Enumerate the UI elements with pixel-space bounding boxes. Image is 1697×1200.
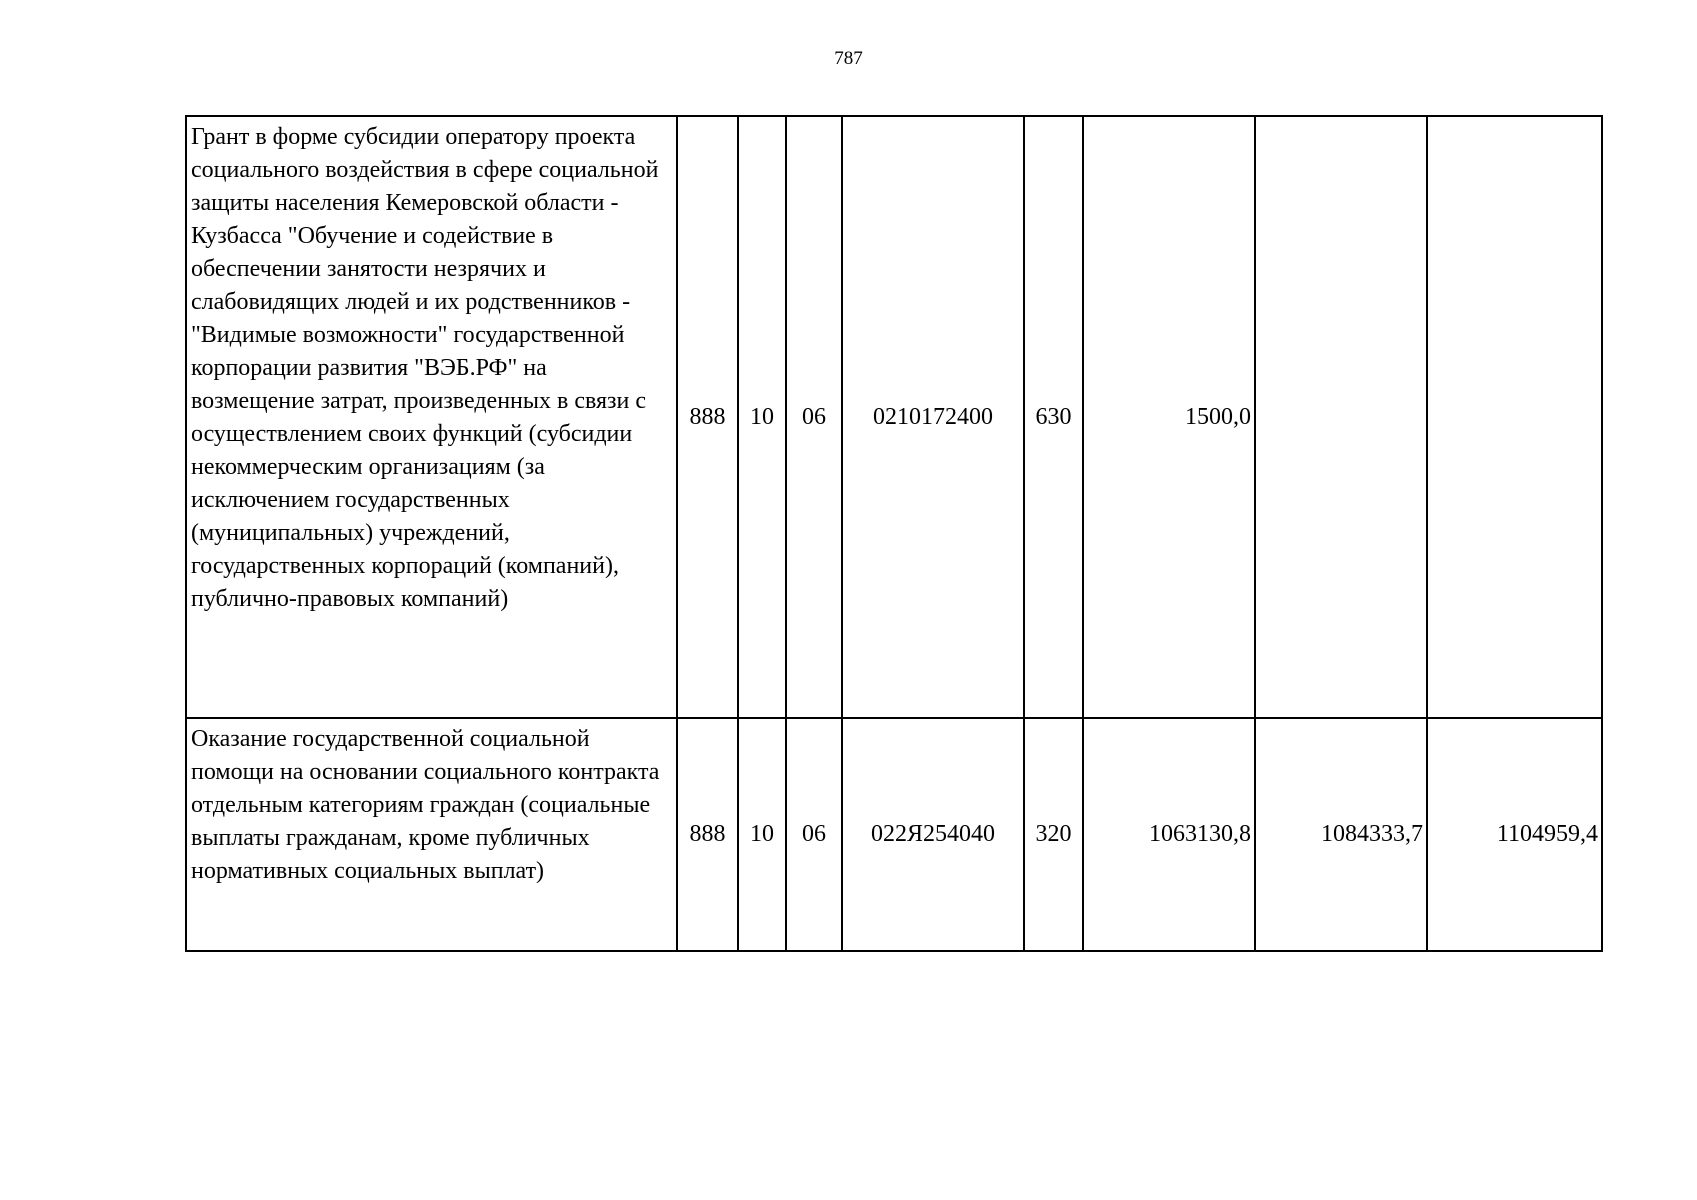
cell-target-article: 0210172400 [842,116,1024,718]
cell-expense-type: 630 [1024,116,1083,718]
table-row [186,718,1602,951]
budget-table [185,115,1603,952]
cell-target-article: 022Я254040 [842,718,1024,951]
cell-expense-type: 320 [1024,718,1083,951]
cell-amount-2 [1255,116,1427,718]
cell-subsection-code: 06 [786,116,842,718]
cell-amount-3 [1427,116,1602,718]
cell-amount-3: 1104959,4 [1427,718,1602,951]
cell-section-code: 10 [738,116,786,718]
cell-description: Грант в форме субсидии оператору проекта социального воздействия в сфере социальной защиты населения Кемеровской области - Кузбасса "Обучение и содействие в обеспечении занятости незрячих и слабовидящих людей и их родственников - "Видимые возможности" государственной корпорации развития "ВЭБ.РФ" на возмещение затрат, произведенных в связи с осуществлением своих функций (субсидии некоммерческим организациям (за исключением государственных (муниципальных) учреждений, государственных корпораций (компаний), публично-правовых компаний) [186,116,677,718]
cell-amount-1: 1500,0 [1083,116,1255,718]
cell-description: Оказание государственной социальной помощи на основании социального контракта отдельным категориям граждан (социальные выплаты гражданам, кроме публичных нормативных социальных выплат) [186,718,677,951]
cell-subsection-code: 06 [786,718,842,951]
cell-ministry-code: 888 [677,116,738,718]
page-number: 787 [834,48,863,69]
cell-amount-1: 1063130,8 [1083,718,1255,951]
cell-amount-2: 1084333,7 [1255,718,1427,951]
table-row [186,116,1602,718]
cell-ministry-code: 888 [677,718,738,951]
cell-section-code: 10 [738,718,786,951]
